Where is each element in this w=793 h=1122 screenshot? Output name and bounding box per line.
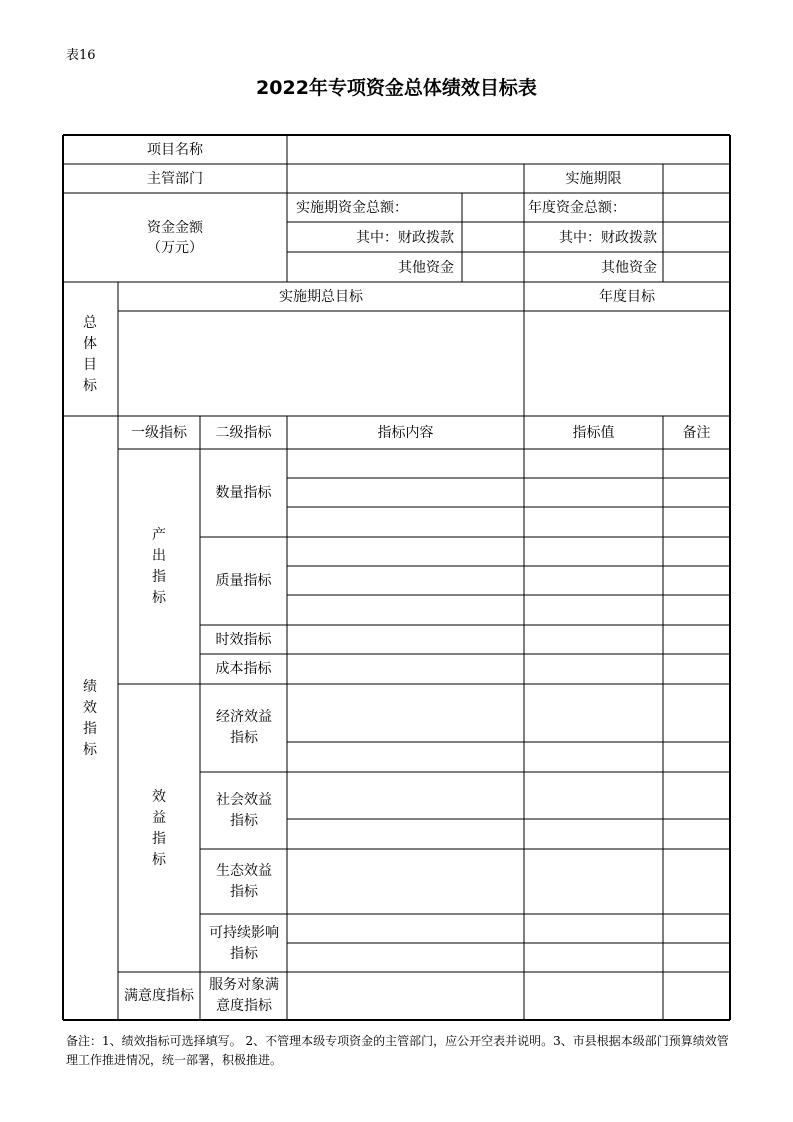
col-level2: 二级指标 [215, 425, 272, 441]
label-annual-goal: 年度目标 [599, 289, 655, 305]
label-quality: 质量指标 [215, 573, 272, 589]
col-remark: 备注 [682, 425, 711, 441]
label-period-total: 实施期资金总额： [296, 200, 408, 216]
label-quantity: 数量指标 [215, 485, 272, 501]
label-sustainable: 可持续影响指标 [209, 925, 279, 962]
label-fund-unit: （万元） [147, 240, 203, 256]
label-output-indicators: 产出指标 [152, 527, 166, 606]
label-other-annual: 其他资金 [601, 260, 657, 276]
col-content: 指标内容 [377, 425, 434, 441]
label-social: 社会效益指标 [216, 792, 272, 829]
label-fund-amount: 资金金额 [147, 220, 203, 236]
label-satisfaction: 满意度指标 [124, 988, 194, 1004]
label-dept: 主管部门 [147, 171, 203, 187]
label-ecological: 生态效益指标 [216, 863, 272, 900]
label-period: 实施期限 [565, 171, 622, 187]
label-benefit-indicators: 效益指标 [152, 789, 166, 868]
label-cost: 成本指标 [215, 661, 272, 677]
label-economic: 经济效益指标 [216, 709, 272, 746]
col-value: 指标值 [572, 425, 615, 441]
footnote: 备注：1、绩效指标可选择填写。 2、不管理本级专项资金的主管部门，应公开空表并说明。3、市县根据本级部门预算绩效管理工作推进情况，统一部署，积极推进。 [66, 1034, 729, 1067]
col-level1: 一级指标 [131, 425, 187, 441]
label-fiscal-annual: 其中：财政拨款 [559, 230, 657, 246]
label-overall-goal: 总体目标 [83, 315, 97, 394]
table-number: 表16 [66, 48, 96, 63]
label-period-goal: 实施期总目标 [279, 289, 363, 305]
label-other-period: 其他资金 [398, 260, 454, 276]
label-fiscal-period: 其中：财政拨款 [356, 230, 454, 246]
label-timeliness: 时效指标 [215, 632, 272, 648]
label-performance-indicators: 绩效指标 [83, 679, 97, 758]
label-project-name: 项目名称 [147, 142, 203, 158]
page-title: 2022年专项资金总体绩效目标表 [256, 77, 537, 99]
label-service-satisfaction: 服务对象满意度指标 [209, 977, 279, 1014]
label-annual-total: 年度资金总额： [528, 200, 626, 216]
